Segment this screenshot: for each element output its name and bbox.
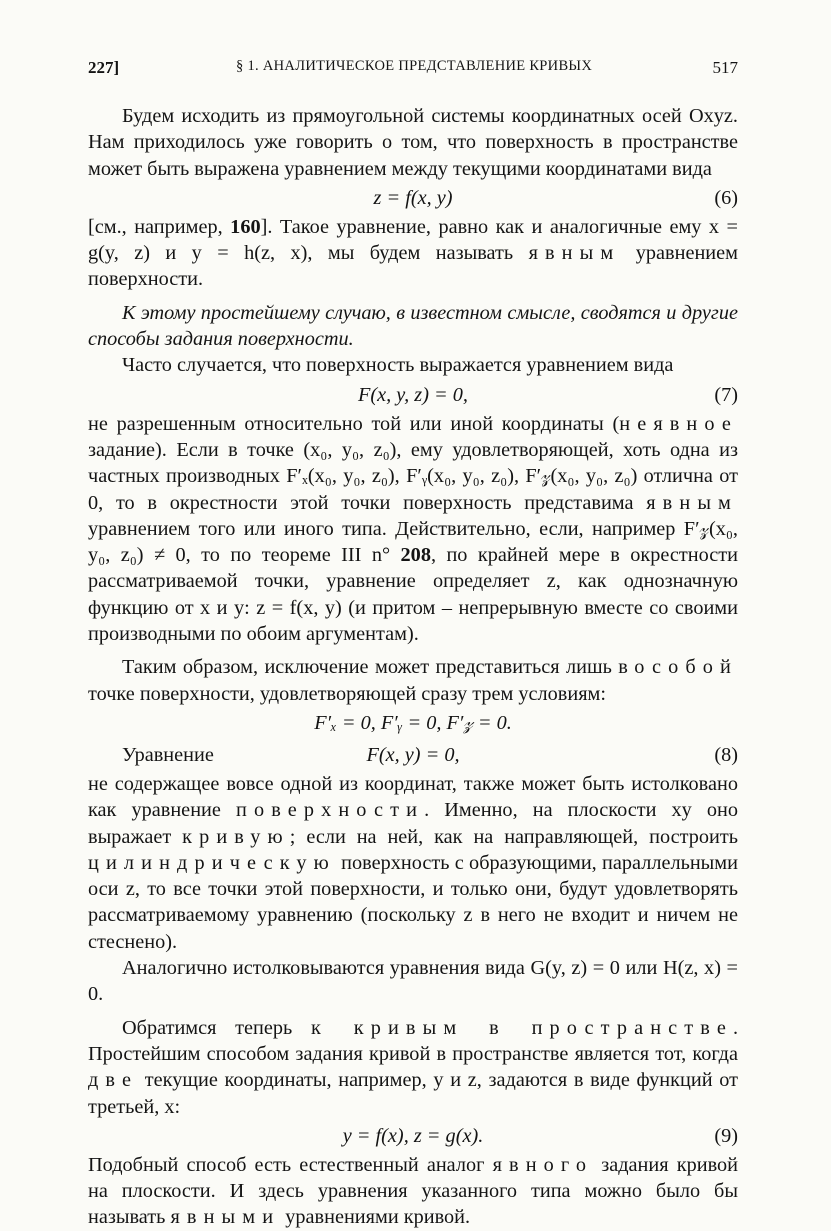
p9-text-a: Обратимся теперь bbox=[122, 1016, 311, 1039]
p9-emphasis-1: к кривым в пространстве bbox=[311, 1016, 733, 1039]
p10-text-b: задания кривой на плоскости. И здесь уравнения указанного типа можно было бы называть bbox=[88, 1153, 738, 1229]
p7-text-d: поверхность с образующими, параллельными оси z, то все точки этой поверхности, и только они, будут удовлетворять рассматриваемому уравнению (поскольку z в него не входит и ничем не стеснено). bbox=[88, 851, 738, 953]
p6-emphasis: особой bbox=[634, 656, 738, 679]
equation-6 bbox=[88, 182, 738, 214]
equation-8-number: (8) bbox=[714, 743, 738, 766]
equation-7 bbox=[88, 379, 738, 411]
p5-text-d: , по крайней мере в окрестности рассматриваемой точки, уравнение определяет z, как однозначную функцию от x и y: z = f(x, y) (и притом – непрерывную вместе со своими производными по обоим аргументам). bbox=[88, 544, 738, 646]
p5-emphasis-2: явным bbox=[646, 491, 738, 514]
equation-8-label: Уравнение bbox=[122, 743, 214, 766]
paragraph-6 bbox=[88, 654, 738, 707]
p5-text-b: задание). Если в точке (x₀, y₀, z₀), ему удовлетворяющей, хоть одна из частных производных F′ₓ(x₀, y₀, z₀), F′ᵧ(x₀, y₀, z₀), F′𝓏(x₀, y₀, z₀) отлична от 0, то в окрестности этой точки поверхность представима bbox=[88, 438, 738, 514]
equation-9 bbox=[88, 1120, 738, 1152]
p7-emphasis-3: цилиндрическую bbox=[88, 851, 336, 874]
paragraph-5 bbox=[88, 411, 738, 648]
p6-text-a: Таким образом, исключение может представиться лишь в bbox=[122, 656, 635, 679]
p10-emphasis-2: явными bbox=[170, 1206, 281, 1229]
p7-text-a: не содержащее вовсе одной из координат, также может быть истолковано как уравнение bbox=[88, 772, 738, 822]
equation-7-number: (7) bbox=[714, 383, 738, 406]
p5-text-a: не разрешенным относительно той или иной координаты ( bbox=[88, 412, 620, 435]
equation-6-formula: z = f(x, y) bbox=[373, 186, 453, 209]
body-text bbox=[88, 103, 738, 1231]
paragraph-10 bbox=[88, 1152, 738, 1231]
running-header bbox=[88, 58, 738, 82]
p2-text-c: уравнением поверхности. bbox=[88, 242, 738, 291]
p9-emphasis-2: две bbox=[88, 1069, 139, 1092]
equation-conditions bbox=[88, 707, 738, 739]
p9-text-b: . Простейшим способом задания кривой в пространстве является тот, когда bbox=[88, 1016, 739, 1065]
equation-8 bbox=[88, 739, 738, 771]
p2-text-b: ]. Такое уравнение, равно как и аналогичные ему x = g(y, z) и y = h(z, x), мы будем называть bbox=[88, 215, 738, 265]
p6-text-b: точке поверхности, удовлетворяющей сразу трем условиям: bbox=[88, 682, 607, 705]
p5-reference: 208 bbox=[400, 544, 431, 567]
p10-text-c: уравнениями кривой. bbox=[280, 1206, 471, 1229]
p5-text-c: уравнением того или иного типа. Действительно, если, например F′𝓏(x₀, y₀, z₀) ≠ 0, то по теореме III n° bbox=[88, 517, 738, 567]
p2-reference: 160 bbox=[230, 215, 261, 238]
equation-8-formula: F(x, y) = 0, bbox=[366, 743, 460, 766]
p5-emphasis-1: неявное bbox=[619, 412, 738, 435]
equation-7-formula: F(x, y, z) = 0, bbox=[358, 383, 468, 406]
section-number: 227] bbox=[88, 58, 120, 77]
page-number: 517 bbox=[712, 58, 738, 77]
section-title: § 1. АНАЛИТИЧЕСКОЕ ПРЕДСТАВЛЕНИЕ КРИВЫХ bbox=[236, 58, 593, 74]
p7-emphasis-2: кривую bbox=[182, 825, 290, 848]
paragraph-4: Часто случается, что поверхность выражается уравнением вида bbox=[122, 354, 674, 377]
p2-text-a: [см., например, bbox=[88, 215, 231, 238]
equation-9-formula: y = f(x), z = g(x). bbox=[342, 1124, 484, 1147]
p10-text-a: Подобный способ есть естественный аналог bbox=[88, 1153, 493, 1176]
equation-6-number: (6) bbox=[714, 186, 738, 209]
p7-text-b: . Именно, на плоскости xy оно выражает bbox=[88, 799, 739, 848]
paragraph-3: К этому простейшему случаю, в известном смысле, сводятся и другие способы задания поверхности. bbox=[88, 301, 738, 351]
paragraph-9 bbox=[88, 1015, 738, 1120]
p10-emphasis-1: явного bbox=[492, 1153, 594, 1176]
equation-9-number: (9) bbox=[714, 1124, 738, 1147]
paragraph-1: Будем исходить из прямоугольной системы координатных осей Oxyz. Нам приходилось уже говорить о том, что поверхность в пространстве может быть выражена уравнением между текущими координатами вида bbox=[88, 105, 738, 180]
p7-text-c: ; если на ней, как на направляющей, построить bbox=[289, 825, 738, 848]
p2-emphasis: явным bbox=[528, 242, 621, 265]
paragraph-2 bbox=[88, 214, 738, 293]
paragraph-8: Аналогично истолковываются уравнения вида G(y, z) = 0 или H(z, x) = 0. bbox=[88, 957, 738, 1006]
p9-text-c: текущие координаты, например, y и z, задаются в виде функций от третьей, x: bbox=[88, 1069, 738, 1118]
equation-conditions-formula: F′ₓ = 0, F′ᵧ = 0, F′𝓏 = 0. bbox=[314, 711, 512, 734]
p7-emphasis-1: поверхности bbox=[235, 799, 425, 822]
paragraph-7 bbox=[88, 771, 738, 955]
